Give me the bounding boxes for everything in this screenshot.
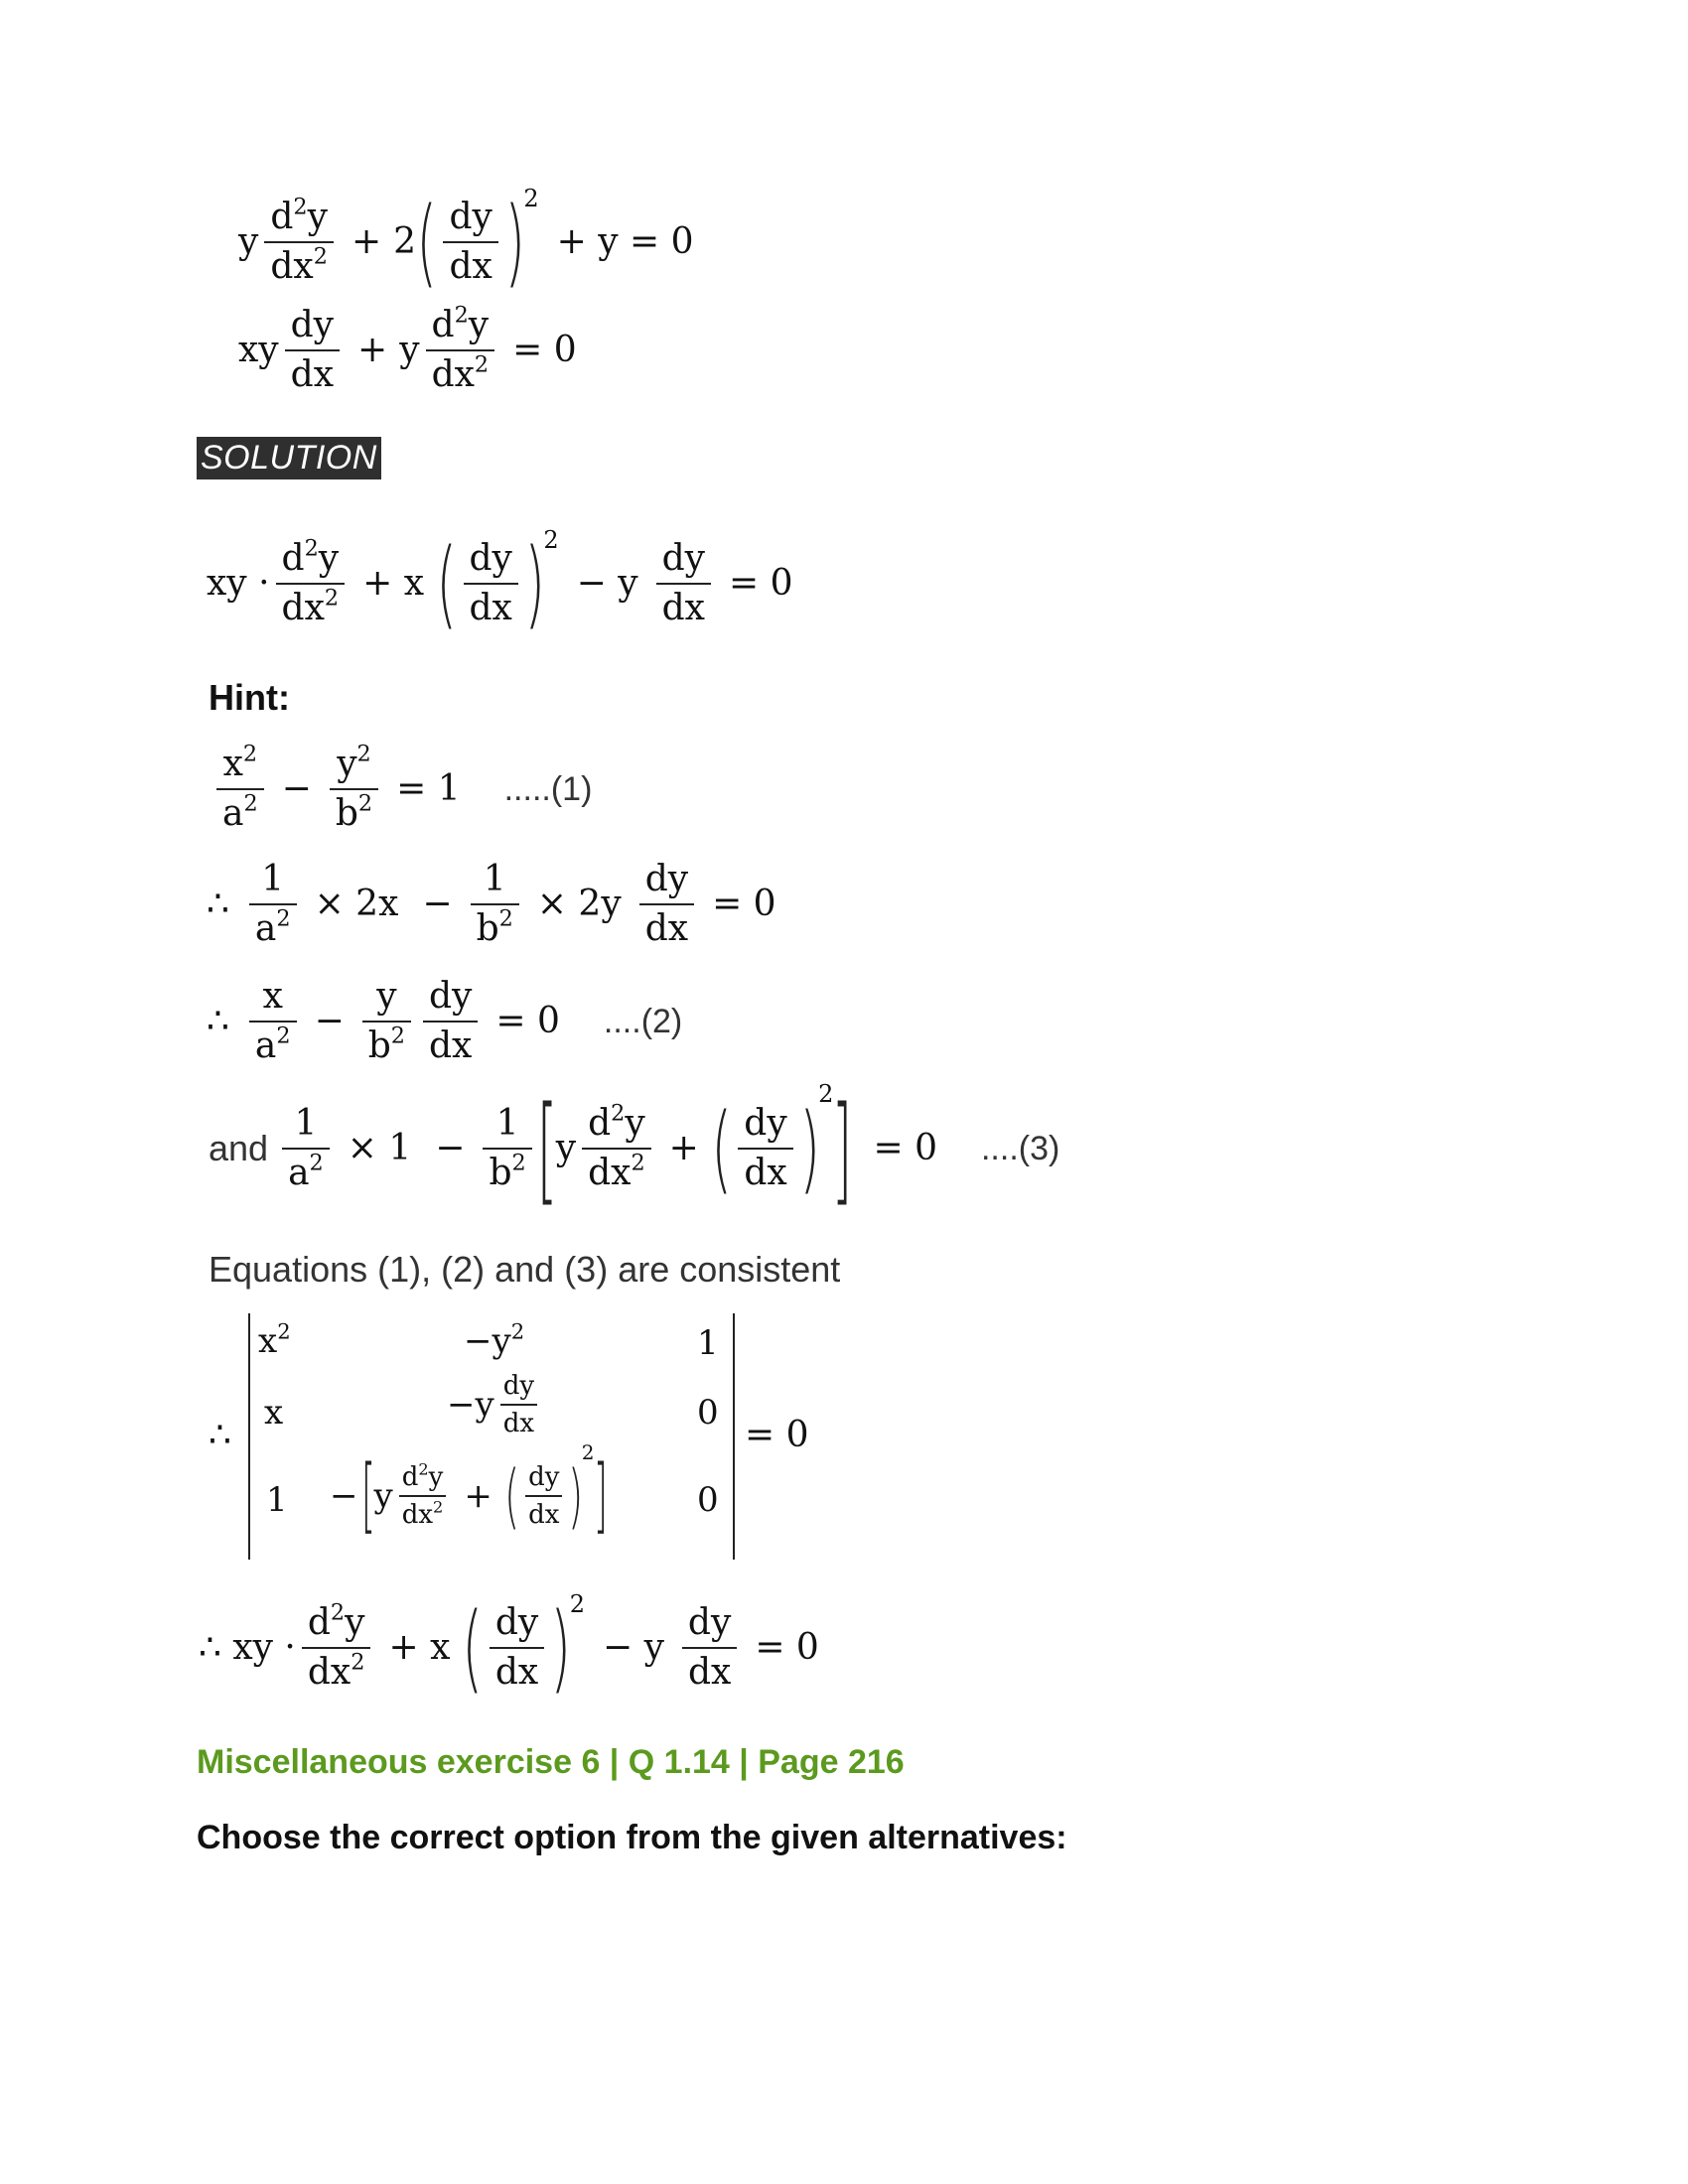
- equation-derivative: ∴ $\frac{1}{a^2}$ × 2x − $\frac{1}{b^2}$ × 2y $\frac{dy}{dx}$ = 0: [207, 859, 776, 949]
- fraction-d2y-dx2-small: $\frac{d^2y}{dx^2}$: [399, 1462, 447, 1530]
- fraction-y2-b2: $\frac{y^2}{b^2}$: [330, 747, 378, 832]
- determinant-therefore: ∴: [209, 1415, 231, 1455]
- fraction-d2y-dx2: $\frac{d^2y}{dx^2}$: [276, 541, 346, 626]
- right-paren: ): [550, 1592, 572, 1704]
- fraction-1-a2: $\frac{1}{a^2}$: [282, 1106, 330, 1191]
- fraction-dy-dx: $\frac{dy}{dx}$: [423, 979, 478, 1064]
- fraction-dy-dx: $\frac{dy}{dx}$: [285, 308, 340, 393]
- left-paren: (: [462, 1592, 484, 1704]
- hint-label: Hint:: [209, 677, 290, 718]
- fraction-dy-dx: $\frac{dy}{dx}$: [490, 1605, 544, 1691]
- fraction-dy-dx: $\frac{dy}{dx}$: [639, 862, 694, 947]
- answer-equation: xy · $\frac{d^2y}{dx^2}$ + x ( $\frac{dy}{dx}$ ) 2 − y $\frac{dy}{dx}$ = 0: [207, 526, 793, 639]
- solution-label: SOLUTION: [197, 437, 381, 479]
- fraction-d2y-dx2: $\frac{d^2y}{dx^2}$: [582, 1106, 651, 1191]
- equation-2: ∴ $\frac{x}{a^2}$ − $\frac{y}{b^2}$ $\frac{dy}{dx}$ = 0 ....(2): [207, 976, 683, 1066]
- exercise-reference: Miscellaneous exercise 6 | Q 1.14 | Page 216: [197, 1743, 905, 1781]
- left-paren: (: [436, 528, 458, 639]
- equation-tag-1: .....(1): [503, 770, 593, 808]
- fraction-dy-dx-small: $\frac{dy}{dx}$: [500, 1371, 537, 1438]
- right-paren: ): [524, 528, 545, 639]
- fraction-dy-dx: $\frac{dy}{dx}$: [443, 200, 497, 285]
- left-bracket: [: [536, 1080, 558, 1217]
- det-r1c2: $-y^2$: [464, 1318, 525, 1361]
- coef-y: y: [238, 221, 259, 262]
- consistent-text: Equations (1), (2) and (3) are consistent: [209, 1249, 841, 1290]
- det-r1c3: 1: [697, 1323, 719, 1363]
- left-paren: (: [416, 187, 438, 298]
- det-r1c1: $x^2$: [258, 1318, 291, 1361]
- det-r2c1: x: [264, 1393, 284, 1433]
- right-paren: ): [799, 1093, 820, 1204]
- fraction-1-b2: $\frac{1}{b^2}$: [483, 1106, 531, 1191]
- det-r3c1: 1: [266, 1480, 288, 1520]
- fraction-d2y-dx2: $\frac{d^2y}{dx^2}$: [302, 1605, 371, 1691]
- fraction-d2y-dx2: $\frac{d^2y}{dx^2}$: [264, 200, 334, 285]
- fraction-dy-dx: $\frac{dy}{dx}$: [464, 541, 518, 626]
- equation-tag-2: ....(2): [603, 1003, 683, 1040]
- instruction-text: Choose the correct option from the given alternatives:: [197, 1819, 1067, 1856]
- equation-top-2: xy $\frac{dy}{dx}$ + y $\frac{d^2y}{dx^2}$ = 0: [238, 302, 577, 395]
- fraction-dy-dx-small-2: $\frac{dy}{dx}$: [525, 1462, 562, 1530]
- fraction-x-a2: $\frac{x}{a^2}$: [249, 979, 297, 1064]
- fraction-dy-dx-2: $\frac{dy}{dx}$: [656, 541, 711, 626]
- det-r3c3: 0: [697, 1480, 719, 1520]
- det-r2c3: 0: [697, 1393, 719, 1433]
- det-r3c2: − [ y $\frac{d^2y}{dx^2}$ + ( $\frac{dy}{dx}$ ) 2 ]: [330, 1440, 608, 1543]
- fraction-1-a2: $\frac{1}{a^2}$: [249, 862, 297, 947]
- equation-3: and $\frac{1}{a^2}$ × 1 − $\frac{1}{b^2}$ [ y $\frac{d^2y}{dx^2}$ + ( $\frac{dy}{dx}$ ) 2 ] = 0 ....(3): [209, 1080, 1060, 1217]
- right-bracket: ]: [593, 1448, 608, 1543]
- right-paren: ): [504, 187, 525, 298]
- equation-top-1: y $\frac{d^2y}{dx^2}$ + 2 ( $\frac{dy}{dx}$ ) 2 + y = 0: [238, 185, 694, 298]
- fraction-dy-dx-2: $\frac{dy}{dx}$: [682, 1605, 737, 1691]
- fraction-d2y-dx2: $\frac{d^2y}{dx^2}$: [426, 308, 495, 393]
- equation-tag-3: ....(3): [980, 1130, 1060, 1167]
- left-bracket: [: [360, 1448, 375, 1543]
- final-equation: ∴ xy · $\frac{d^2y}{dx^2}$ + x ( $\frac{dy}{dx}$ ) 2 − y $\frac{dy}{dx}$ = 0: [199, 1590, 819, 1704]
- right-paren: ): [568, 1454, 584, 1537]
- fraction-x2-a2: $\frac{x^2}{a^2}$: [216, 747, 264, 832]
- fraction-1-b2: $\frac{1}{b^2}$: [471, 862, 519, 947]
- equation-1: $\frac{x^2}{a^2}$ − $\frac{y^2}{b^2}$ = 1 .....(1): [211, 747, 592, 832]
- det-r2c2: −y $\frac{dy}{dx}$: [447, 1371, 543, 1438]
- left-paren: (: [503, 1454, 519, 1537]
- fraction-dy-dx: $\frac{dy}{dx}$: [738, 1106, 792, 1191]
- determinant: [248, 1313, 735, 1560]
- right-bracket: ]: [832, 1080, 853, 1217]
- left-paren: (: [711, 1093, 732, 1204]
- determinant-equals: = 0: [745, 1415, 809, 1455]
- fraction-y-b2: $\frac{y}{b^2}$: [362, 979, 411, 1064]
